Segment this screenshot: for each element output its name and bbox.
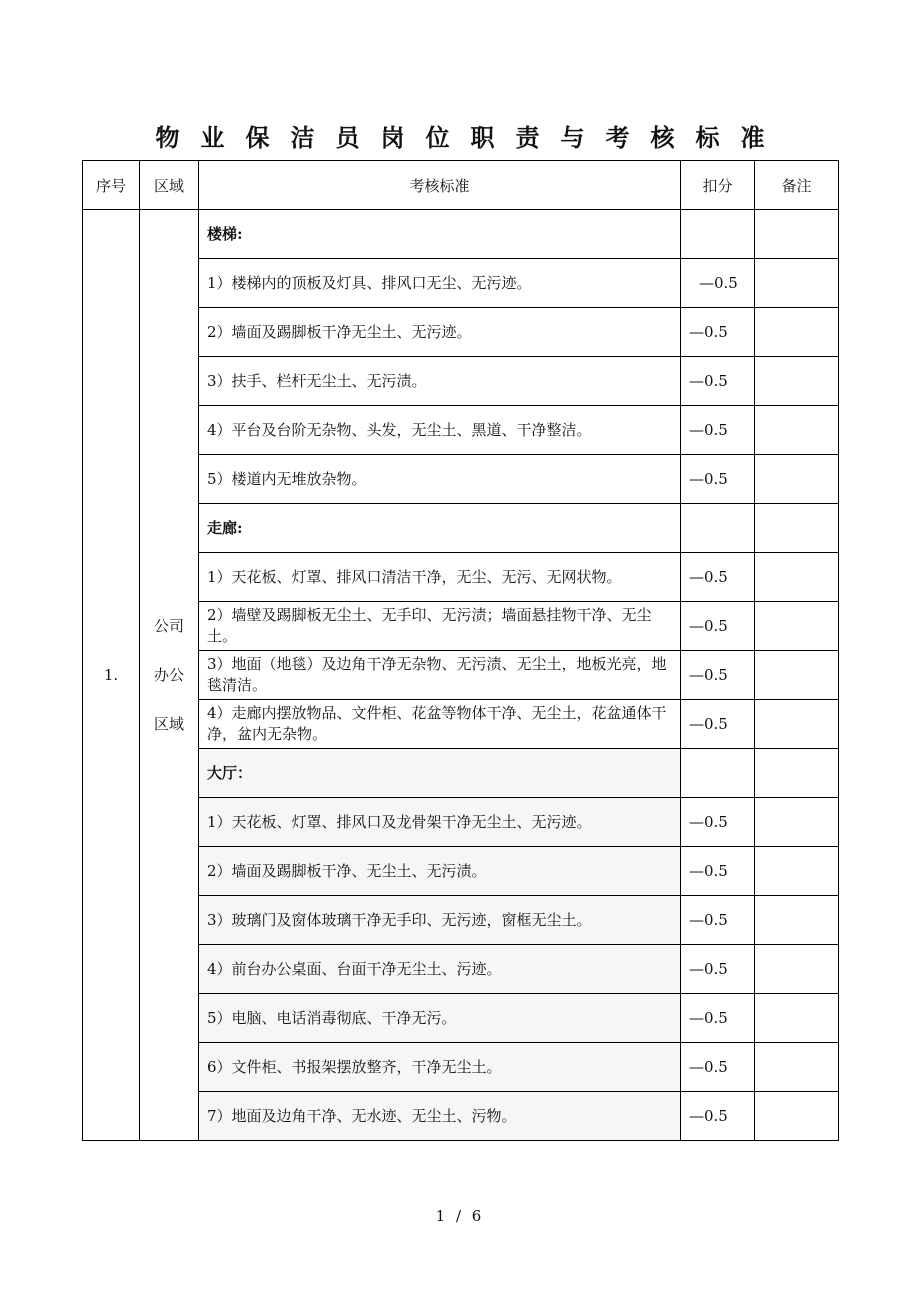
criteria-text: 4）平台及台阶无杂物、头发，无尘土、黑道、干净整洁。 — [199, 406, 681, 455]
remark-cell — [755, 406, 839, 455]
deduction-value: —0.5 — [681, 406, 755, 455]
remark-cell — [755, 994, 839, 1043]
remark-cell — [755, 896, 839, 945]
section-title: 楼梯: — [199, 210, 681, 259]
remark-cell — [755, 553, 839, 602]
area-line: 公司 — [153, 616, 184, 635]
criteria-text: 1）楼梯内的顶板及灯具、排风口无尘、无污迹。 — [199, 259, 681, 308]
deduction-cell — [681, 210, 755, 259]
criteria-text: 1）天花板、灯罩、排风口清洁干净，无尘、无污、无网状物。 — [199, 553, 681, 602]
header-criteria: 考核标准 — [199, 161, 681, 210]
criteria-text: 3）扶手、栏杆无尘土、无污渍。 — [199, 357, 681, 406]
criteria-text: 3）地面（地毯）及边角干净无杂物、无污渍、无尘土，地板光亮，地毯清洁。 — [199, 651, 681, 700]
remark-cell — [755, 651, 839, 700]
remark-cell — [755, 1092, 839, 1141]
criteria-text: 4）前台办公桌面、台面干净无尘土、污迹。 — [199, 945, 681, 994]
remark-cell — [755, 455, 839, 504]
criteria-text: 7）地面及边角干净、无水迹、无尘土、污物。 — [199, 1092, 681, 1141]
deduction-cell — [681, 749, 755, 798]
deduction-value: —0.5 — [681, 700, 755, 749]
header-deduction: 扣分 — [681, 161, 755, 210]
deduction-value: —0.5 — [681, 994, 755, 1043]
remark-cell — [755, 749, 839, 798]
deduction-value: —0.5 — [681, 847, 755, 896]
deduction-value: —0.5 — [681, 259, 755, 308]
area-cell — [140, 210, 199, 1141]
deduction-value: —0.5 — [681, 553, 755, 602]
remark-cell — [755, 357, 839, 406]
header-area: 区域 — [140, 161, 199, 210]
remark-cell — [755, 259, 839, 308]
assessment-table — [82, 160, 839, 1141]
criteria-text: 3）玻璃门及窗体玻璃干净无手印、无污迹，窗框无尘土。 — [199, 896, 681, 945]
deduction-value: —0.5 — [681, 945, 755, 994]
remark-cell — [755, 504, 839, 553]
criteria-text: 5）电脑、电话消毒彻底、干净无污。 — [199, 994, 681, 1043]
section-title: 大厅： — [199, 749, 681, 798]
criteria-text: 2）墙壁及踢脚板无尘土、无手印、无污渍；墙面悬挂物干净、无尘土。 — [199, 602, 681, 651]
deduction-value: —0.5 — [681, 1043, 755, 1092]
deduction-value: —0.5 — [681, 896, 755, 945]
page-title: 物业保洁员岗位职责与考核标准 — [155, 123, 786, 152]
remark-cell — [755, 847, 839, 896]
remark-cell — [755, 798, 839, 847]
criteria-text: 2）墙面及踢脚板干净无尘土、无污迹。 — [199, 308, 681, 357]
deduction-value: —0.5 — [681, 357, 755, 406]
remark-cell — [755, 700, 839, 749]
deduction-value: —0.5 — [681, 602, 755, 651]
remark-cell — [755, 210, 839, 259]
area-line: 办公 — [153, 665, 184, 684]
deduction-cell — [681, 504, 755, 553]
deduction-value: —0.5 — [681, 798, 755, 847]
deduction-value: —0.5 — [681, 1092, 755, 1141]
criteria-text: 5）楼道内无堆放杂物。 — [199, 455, 681, 504]
header-seq: 序号 — [83, 161, 140, 210]
deduction-value: —0.5 — [681, 651, 755, 700]
criteria-text: 4）走廊内摆放物品、文件柜、花盆等物体干净、无尘土，花盆通体干净，盆内无杂物。 — [199, 700, 681, 749]
remark-cell — [755, 945, 839, 994]
header-remark: 备注 — [755, 161, 839, 210]
table-header-row — [83, 161, 839, 210]
criteria-text: 1）天花板、灯罩、排风口及龙骨架干净无尘土、无污迹。 — [199, 798, 681, 847]
criteria-text: 2）墙面及踢脚板干净、无尘土、无污渍。 — [199, 847, 681, 896]
section-title: 走廊: — [199, 504, 681, 553]
seq-cell: 1. — [83, 210, 140, 1141]
deduction-value: —0.5 — [681, 455, 755, 504]
section-row — [83, 210, 839, 259]
remark-cell — [755, 308, 839, 357]
criteria-text: 6）文件柜、书报架摆放整齐，干净无尘土。 — [199, 1043, 681, 1092]
page-number: 1 / 6 — [435, 1207, 485, 1225]
deduction-value: —0.5 — [681, 308, 755, 357]
remark-cell — [755, 602, 839, 651]
area-line: 区域 — [153, 714, 184, 733]
remark-cell — [755, 1043, 839, 1092]
